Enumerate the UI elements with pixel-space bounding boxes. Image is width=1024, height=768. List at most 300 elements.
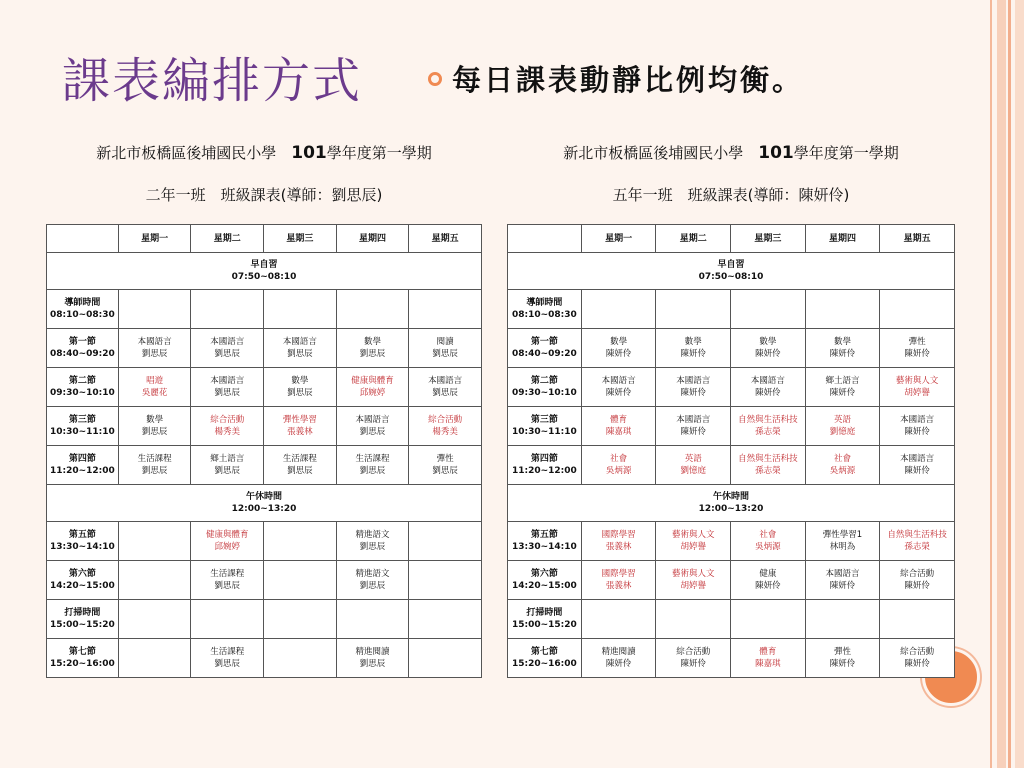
subject: 本國語言	[676, 376, 711, 386]
teacher: 張義林	[605, 581, 632, 591]
teacher: 陳妍伶	[904, 466, 930, 476]
subject: 國際學習	[601, 569, 636, 579]
subject: 本國語言	[750, 376, 785, 386]
teacher: 陳妍伶	[755, 581, 781, 591]
break-time: 07:50~08:10	[231, 272, 297, 282]
class-cell	[656, 329, 731, 368]
period-time: 11:20~12:00	[511, 466, 577, 476]
teacher: 陳嘉琪	[605, 427, 632, 437]
period-row	[508, 368, 955, 407]
class-cell	[336, 290, 409, 329]
subject: 生活課程	[210, 647, 245, 657]
subject: 彈性	[833, 647, 851, 657]
class-cell	[805, 639, 880, 678]
break-row	[47, 253, 482, 290]
period-label: 第一節	[530, 337, 558, 347]
class-cell	[731, 368, 806, 407]
subject: 數學	[364, 337, 382, 347]
day-header: 星期三	[264, 225, 337, 253]
class-cell	[191, 368, 264, 407]
subject: 綜合活動	[428, 415, 463, 425]
subject: 本國語言	[137, 337, 172, 347]
class-cell	[880, 639, 955, 678]
teacher: 張義林	[605, 542, 632, 552]
class-cell	[118, 600, 191, 639]
subject: 健康與體育	[205, 530, 249, 540]
teacher: 孫志榮	[904, 542, 930, 552]
period-cell	[508, 522, 582, 561]
teacher: 邱婉婷	[359, 388, 386, 398]
class-cell	[656, 290, 731, 329]
teacher: 孫志榮	[755, 427, 781, 437]
school-name: 新北市板橋區後埔國民小學	[563, 144, 744, 162]
subject: 本國語言	[601, 376, 636, 386]
subject: 藝術與人文	[671, 569, 715, 579]
break-label: 早自習	[717, 260, 745, 270]
subject: 本國語言	[282, 337, 317, 347]
bullet-text: 每日課表動靜比例均衡。	[452, 63, 805, 97]
class-heading: 二年一班 班級課表(導師：劉思辰)	[145, 186, 383, 204]
class-cell	[336, 639, 409, 678]
class-cell	[656, 600, 731, 639]
subject: 自然與生活科技	[738, 454, 798, 464]
class-cell	[191, 639, 264, 678]
teacher: 陳妍伶	[680, 659, 706, 669]
teacher: 劉思辰	[287, 388, 313, 398]
period-time: 09:30~10:10	[511, 388, 577, 398]
teacher: 陳妍伶	[904, 659, 930, 669]
break-label: 午休時間	[245, 492, 282, 502]
teacher: 孫志榮	[755, 466, 781, 476]
teacher: 胡婷譽	[680, 542, 706, 552]
class-cell	[264, 290, 337, 329]
teacher: 張義林	[287, 427, 313, 437]
class-cell	[805, 407, 880, 446]
period-label: 第一節	[68, 337, 96, 347]
teacher: 陳嘉琪	[755, 659, 781, 669]
class-cell	[731, 407, 806, 446]
subject: 英語	[833, 415, 851, 425]
subject: 綜合活動	[900, 647, 935, 657]
class-heading: 五年一班 班級課表(導師：陳妍伶)	[612, 186, 850, 204]
subject: 自然與生活科技	[887, 530, 947, 540]
teacher: 胡婷譽	[904, 388, 930, 398]
period-time: 13:30~14:10	[511, 542, 577, 552]
teacher: 陳妍伶	[829, 581, 856, 591]
teacher: 劉思辰	[141, 466, 168, 476]
period-row	[47, 639, 482, 678]
subject: 本國語言	[676, 415, 711, 425]
subject: 社會	[610, 454, 628, 464]
teacher: 陳妍伶	[755, 388, 781, 398]
teacher: 陳妍伶	[605, 349, 632, 359]
timetable-panel-right	[507, 126, 955, 694]
school-heading	[507, 142, 955, 163]
subject: 精進語文	[355, 530, 390, 540]
period-row	[508, 329, 955, 368]
class-cell	[581, 561, 656, 600]
teacher: 陳妍伶	[904, 349, 930, 359]
break-time: 12:00~13:20	[698, 504, 764, 514]
header-row	[508, 225, 955, 253]
subject: 彈性	[436, 454, 454, 464]
period-cell	[47, 561, 119, 600]
class-cell	[118, 446, 191, 485]
subject: 彈性學習	[282, 415, 317, 425]
decor-stripe	[997, 0, 1006, 768]
teacher: 陳妍伶	[605, 659, 632, 669]
day-header: 星期四	[336, 225, 409, 253]
class-cell	[191, 407, 264, 446]
period-time: 09:30~10:10	[49, 388, 115, 398]
break-time: 12:00~13:20	[231, 504, 297, 514]
day-header: 星期三	[731, 225, 806, 253]
period-time: 15:20~16:00	[511, 659, 577, 669]
class-cell	[880, 522, 955, 561]
period-cell	[508, 446, 582, 485]
teacher: 陳妍伶	[605, 388, 632, 398]
teacher: 胡婷譽	[680, 581, 706, 591]
class-cell	[118, 329, 191, 368]
teacher: 吳炳源	[829, 466, 856, 476]
break-label: 午休時間	[712, 492, 749, 502]
subject: 健康與體育	[351, 376, 394, 386]
class-cell	[118, 407, 191, 446]
teacher: 陳妍伶	[680, 349, 706, 359]
period-label: 第五節	[530, 530, 558, 540]
subject: 生活課程	[355, 454, 390, 464]
period-row	[47, 522, 482, 561]
teacher: 吳麗花	[141, 388, 168, 398]
period-label: 第五節	[68, 530, 96, 540]
class-cell	[805, 561, 880, 600]
class-cell	[581, 290, 656, 329]
class-cell	[409, 600, 482, 639]
break-row	[47, 485, 482, 522]
break-label: 早自習	[250, 260, 278, 270]
period-label: 第三節	[530, 415, 558, 425]
teacher: 劉憶庭	[829, 427, 856, 437]
class-cell	[264, 561, 337, 600]
header-row	[47, 225, 482, 253]
subject: 鄉土語言	[210, 454, 245, 464]
class-cell	[731, 446, 806, 485]
period-row	[47, 329, 482, 368]
teacher: 吳炳源	[605, 466, 632, 476]
day-header: 星期一	[118, 225, 191, 253]
period-time: 08:10~08:30	[49, 310, 115, 320]
class-cell	[409, 522, 482, 561]
teacher: 陳妍伶	[904, 427, 930, 437]
subject: 唱遊	[146, 376, 164, 386]
class-cell	[805, 600, 880, 639]
subject: 精進閱讀	[601, 647, 636, 657]
subject: 數學	[833, 337, 851, 347]
class-cell	[656, 368, 731, 407]
class-cell	[191, 522, 264, 561]
class-cell	[581, 329, 656, 368]
class-cell	[805, 368, 880, 407]
subject: 彈性學習1	[822, 530, 863, 540]
class-cell	[409, 407, 482, 446]
subject: 彈性	[908, 337, 926, 347]
period-row	[47, 368, 482, 407]
teacher: 陳妍伶	[755, 349, 781, 359]
class-cell	[731, 639, 806, 678]
break-time: 07:50~08:10	[698, 272, 764, 282]
subject: 本國語言	[900, 415, 935, 425]
period-cell	[508, 329, 582, 368]
class-cell	[264, 329, 337, 368]
class-cell	[880, 600, 955, 639]
subject: 藝術與人文	[671, 530, 715, 540]
period-row	[508, 561, 955, 600]
teacher: 陳妍伶	[829, 659, 856, 669]
class-cell	[581, 639, 656, 678]
class-cell	[191, 446, 264, 485]
break-cell	[508, 485, 955, 522]
subject: 綜合活動	[900, 569, 935, 579]
subject: 體育	[759, 647, 777, 657]
class-cell	[731, 600, 806, 639]
class-cell	[581, 446, 656, 485]
period-cell	[47, 639, 119, 678]
period-label: 導師時間	[526, 298, 563, 308]
subject: 本國語言	[825, 569, 860, 579]
teacher: 劉思辰	[359, 581, 386, 591]
subject: 生活課程	[137, 454, 172, 464]
class-cell	[731, 522, 806, 561]
period-time: 08:40~09:20	[49, 349, 115, 359]
subject: 本國語言	[210, 337, 245, 347]
class-cell	[805, 290, 880, 329]
period-cell	[508, 290, 582, 329]
teacher: 陳妍伶	[680, 388, 706, 398]
period-row	[508, 522, 955, 561]
corner-cell	[47, 225, 119, 253]
class-cell	[191, 600, 264, 639]
class-cell	[264, 446, 337, 485]
subject: 數學	[610, 337, 628, 347]
teacher: 劉思辰	[359, 659, 386, 669]
period-cell	[47, 290, 119, 329]
class-cell	[336, 561, 409, 600]
period-cell	[508, 600, 582, 639]
teacher: 劉思辰	[432, 466, 458, 476]
break-cell	[508, 253, 955, 290]
period-row	[47, 600, 482, 639]
class-cell	[118, 522, 191, 561]
break-row	[508, 253, 955, 290]
period-time: 08:10~08:30	[511, 310, 577, 320]
class-cell	[191, 561, 264, 600]
decor-stripe	[1015, 0, 1024, 768]
class-cell	[656, 561, 731, 600]
school-heading	[46, 142, 482, 163]
day-header: 星期五	[880, 225, 955, 253]
subject: 社會	[759, 530, 777, 540]
teacher: 劉思辰	[287, 466, 313, 476]
subject: 綜合活動	[676, 647, 711, 657]
subject: 數學	[291, 376, 309, 386]
class-cell	[336, 522, 409, 561]
class-cell	[336, 446, 409, 485]
period-cell	[47, 329, 119, 368]
period-time: 13:30~14:10	[49, 542, 115, 552]
class-cell	[118, 639, 191, 678]
period-time: 15:00~15:20	[511, 620, 577, 630]
class-cell	[409, 639, 482, 678]
decor-stripe	[990, 0, 992, 768]
teacher: 陳妍伶	[829, 388, 856, 398]
class-cell	[118, 290, 191, 329]
school-name: 新北市板橋區後埔國民小學	[96, 144, 277, 162]
school-term: 學年度第一學期	[793, 144, 899, 162]
period-cell	[508, 561, 582, 600]
period-time: 08:40~09:20	[511, 349, 577, 359]
period-cell	[508, 639, 582, 678]
class-cell	[581, 407, 656, 446]
period-label: 第三節	[68, 415, 96, 425]
teacher: 劉思辰	[359, 349, 386, 359]
teacher: 陳妍伶	[680, 427, 706, 437]
teacher: 劉思辰	[214, 466, 240, 476]
teacher: 劉思辰	[141, 349, 168, 359]
period-row	[508, 290, 955, 329]
period-row	[508, 446, 955, 485]
school-year: 101	[758, 143, 794, 163]
class-cell	[336, 407, 409, 446]
class-cell	[880, 290, 955, 329]
class-cell	[264, 600, 337, 639]
class-cell	[581, 368, 656, 407]
period-label: 打掃時間	[64, 608, 101, 618]
subject: 本國語言	[210, 376, 245, 386]
class-cell	[336, 368, 409, 407]
subject: 生活課程	[282, 454, 317, 464]
period-cell	[47, 368, 119, 407]
class-cell	[805, 329, 880, 368]
class-cell	[118, 561, 191, 600]
day-header: 星期五	[409, 225, 482, 253]
subject: 本國語言	[428, 376, 463, 386]
subject: 自然與生活科技	[738, 415, 798, 425]
period-label: 第二節	[530, 376, 558, 386]
class-cell	[264, 368, 337, 407]
period-time: 14:20~15:00	[49, 581, 115, 591]
class-cell	[880, 407, 955, 446]
period-label: 導師時間	[64, 298, 101, 308]
day-header: 星期二	[656, 225, 731, 253]
subject: 精進語文	[355, 569, 390, 579]
subject: 生活課程	[210, 569, 245, 579]
corner-cell	[508, 225, 582, 253]
subject: 閱讀	[436, 337, 454, 347]
timetable	[507, 224, 955, 678]
period-cell	[47, 446, 119, 485]
class-cell	[880, 329, 955, 368]
timetable-panel-left	[46, 126, 482, 694]
teacher: 楊秀美	[214, 427, 240, 437]
class-cell	[336, 600, 409, 639]
subject: 藝術與人文	[895, 376, 939, 386]
break-cell	[47, 485, 482, 522]
subject: 綜合活動	[210, 415, 245, 425]
period-label: 第二節	[68, 376, 96, 386]
period-label: 打掃時間	[526, 608, 563, 618]
break-row	[508, 485, 955, 522]
teacher: 劉思辰	[141, 427, 168, 437]
class-cell	[880, 368, 955, 407]
period-row	[508, 600, 955, 639]
teacher: 劉思辰	[432, 349, 458, 359]
teacher: 劉思辰	[214, 349, 240, 359]
teacher: 楊秀美	[432, 427, 458, 437]
subject: 鄉土語言	[825, 376, 860, 386]
period-row	[47, 446, 482, 485]
period-cell	[47, 600, 119, 639]
school-year: 101	[291, 143, 327, 163]
class-cell	[731, 561, 806, 600]
subject: 精進閱讀	[355, 647, 390, 657]
teacher: 林明為	[829, 542, 856, 552]
teacher: 邱婉婷	[214, 542, 240, 552]
period-row	[508, 639, 955, 678]
period-time: 15:00~15:20	[49, 620, 115, 630]
class-cell	[409, 290, 482, 329]
class-cell	[656, 522, 731, 561]
school-term: 學年度第一學期	[326, 144, 432, 162]
period-label: 第七節	[530, 647, 558, 657]
break-cell	[47, 253, 482, 290]
timetable	[46, 224, 482, 678]
teacher: 劉憶庭	[680, 466, 706, 476]
period-cell	[508, 368, 582, 407]
class-cell	[656, 639, 731, 678]
teacher: 劉思辰	[214, 581, 240, 591]
day-header: 星期一	[581, 225, 656, 253]
teacher: 劉思辰	[359, 427, 386, 437]
subject: 體育	[610, 415, 628, 425]
teacher: 劉思辰	[214, 388, 240, 398]
period-row	[47, 561, 482, 600]
period-label: 第四節	[68, 454, 96, 464]
slide-title: 課表編排方式	[62, 53, 363, 109]
class-cell	[731, 329, 806, 368]
class-cell	[409, 561, 482, 600]
period-row	[508, 407, 955, 446]
decor-stripe	[1008, 0, 1011, 768]
teacher: 劉思辰	[214, 659, 240, 669]
period-cell	[47, 522, 119, 561]
period-cell	[47, 407, 119, 446]
class-cell	[191, 290, 264, 329]
teacher: 陳妍伶	[829, 349, 856, 359]
class-cell	[656, 446, 731, 485]
class-cell	[409, 446, 482, 485]
day-header: 星期四	[805, 225, 880, 253]
class-cell	[264, 522, 337, 561]
teacher: 劉思辰	[432, 388, 458, 398]
class-cell	[880, 446, 955, 485]
period-label: 第四節	[530, 454, 558, 464]
period-row	[47, 407, 482, 446]
class-cell	[409, 368, 482, 407]
period-time: 10:30~11:10	[511, 427, 577, 437]
teacher: 劉思辰	[359, 466, 386, 476]
period-row	[47, 290, 482, 329]
teacher: 劉思辰	[359, 542, 386, 552]
